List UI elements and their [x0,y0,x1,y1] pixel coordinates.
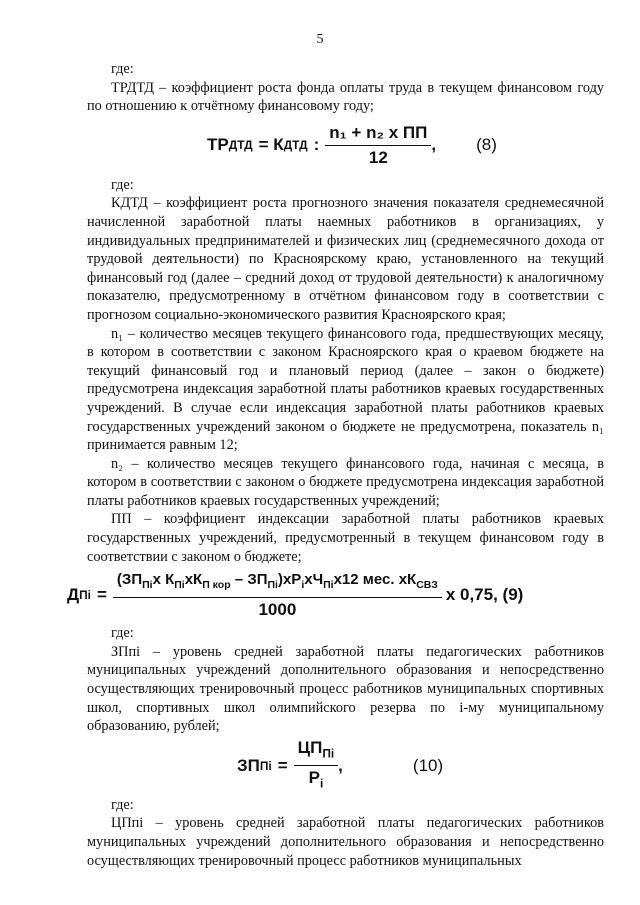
paragraph-n2: n₂ – количество месяцев текущего финансового года, начиная с месяца, в котором в соответствии с законом о бюджете предусмотрена индексация заработной платы работников краевых государственных учреждений; [87,455,604,509]
where-label-3: где: [111,625,134,642]
paragraph-pp: ПП – коэффициент индексации заработной платы работников краевых государственных учреждений, предусмотренный в текущем финансовом году в соответствии с законом о бюджете; [87,511,604,565]
formula-8 [87,116,604,176]
f10-denominator: $P_i$ [308,767,324,791]
paragraph-kdtd: КДТД – коэффициент роста прогнозного значения показателя среднемесячной начисленной заработной платы наемных работников в организациях, у индивидуальных предпринимателей и физических лиц (среднемесячного дохода от трудовой деятельности) по Красноярскому краю, установленного на текущий финансовый год (далее – средний доход от трудовой деятельности) к аналогичному показателю, предусмотренному в отчётном финансовом году в соответствии с прогнозом социально-экономического развития Красноярского края; [87,195,604,323]
f8-fraction [325,124,431,167]
f8-comma: , [431,135,437,155]
where-label-2: где: [111,176,134,193]
f9-denominator: 1000 [258,599,297,619]
f9-eq: = [96,584,107,604]
paragraph-cp: ЦПпi – уровень средней заработной платы педагогических работников муниципальных учреждений дополнительного образования и непосредственно осуществляющих тренировочный процесс работников муниципальных [87,815,604,869]
f9-numerator: ($ЗП_{Пi}x$ $К_{Пi}xК_{П кор} - ЗП_{Пi})xP_ixЧ_{Пi}x12$ мес. $xК_{СВЗ}$ [113,571,442,598]
formula-10 [87,736,604,796]
f8-k-sub: ДТД [283,138,308,153]
paragraph-trdtd: ТРДТД – коэффициент роста фонда оплаты труда в текущем финансовом году по отношению к отчётному финансовому году; [87,79,604,115]
f8-numerator: n₁ + n₂ x ПП [325,124,431,146]
f10-comma: , [338,755,343,775]
f9-lhs: Д [67,584,80,604]
f10-numerator: $ЦП_{Пi}$ [294,739,339,766]
paragraph-zp: ЗПпi – уровень средней заработной платы педагогических работников муниципальных учреждений дополнительного образования и непосредственно осуществляющих тренировочный процесс работников муниципальных спортивных школ, спортивных школ олимпийского резерва по i-му муниципальному образованию, рублей; [87,643,604,735]
f8-number: (8) [476,135,497,155]
f8-lhs-sub: ДТД [228,138,253,153]
where-label-4: где: [111,796,134,813]
page-number: 5 [316,32,324,47]
f10-lhs: ЗП [237,755,260,775]
f10-number: (10) [412,755,444,775]
f10-lhs-sub: Пi [259,758,272,773]
formula-9 [67,566,604,624]
f10-fraction [294,739,339,793]
where-label: где: [111,61,134,77]
f9-fraction [113,571,442,619]
f10-eq: = [277,755,288,775]
f8-denominator: 12 [368,147,388,167]
f8-colon: : [313,135,320,155]
paragraph-n1: n₁ – количество месяцев текущего финансового года, предшествующих месяцу, в котором в соответствии с законом Красноярского края о краевом бюджете на текущий финансовый год и плановый период (далее – закон о бюджете) предусмотрена индексация заработной платы работников краевых государственных учреждений. В случае если индексация заработной платы работников краевых государственных учреждений законом о бюджете не предусмотрена, показатель n₁ принимается равным 12; [87,325,604,454]
f8-eq: = К [258,135,284,155]
f9-lhs-sub: Пi [79,587,91,602]
f9-tail: x 0,75, (9) [445,584,524,604]
document-body [67,60,604,870]
f8-lhs: ТР [207,135,229,155]
